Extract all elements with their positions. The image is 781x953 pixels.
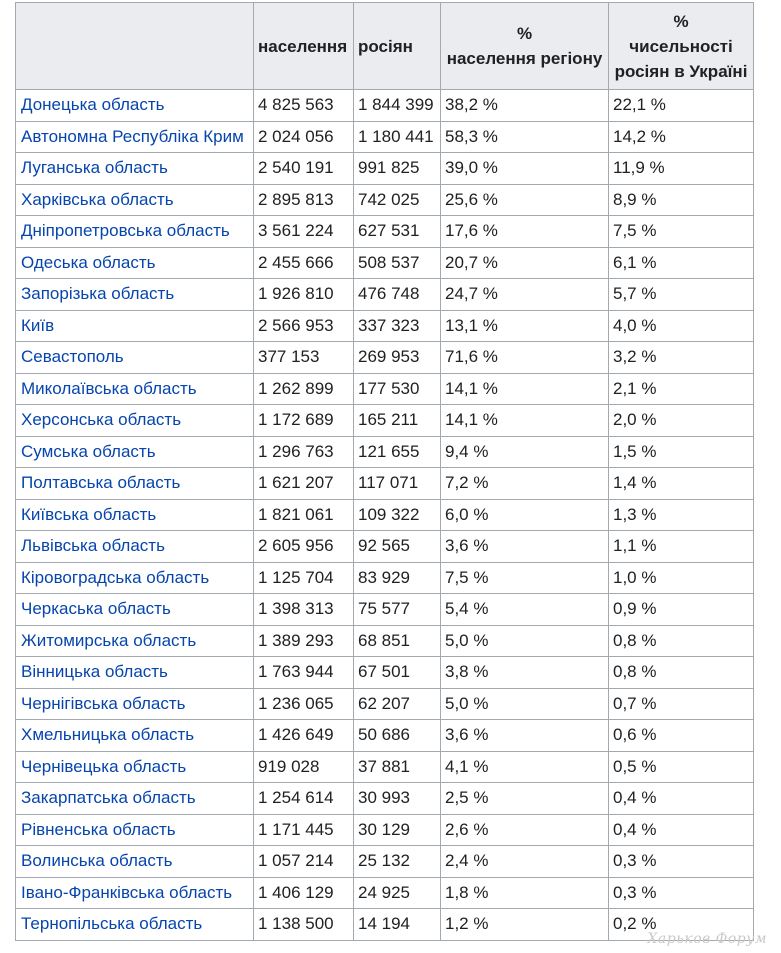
table-row (16, 499, 754, 531)
cell-region[interactable]: Черкаська область (16, 594, 254, 626)
cell-population: 2 566 953 (254, 310, 354, 342)
cell-population: 1 138 500 (254, 909, 354, 941)
cell-region[interactable]: Київська область (16, 499, 254, 531)
table-row (16, 783, 754, 815)
cell-percent-region: 13,1 % (441, 310, 609, 342)
cell-population: 1 821 061 (254, 499, 354, 531)
header-percent-ukraine-line: росіян в Україні (614, 61, 748, 81)
table-row (16, 468, 754, 500)
cell-region[interactable]: Чернігівська область (16, 688, 254, 720)
cell-region[interactable]: Запорізька область (16, 279, 254, 311)
cell-russians: 75 577 (354, 594, 441, 626)
cell-percent-region: 6,0 % (441, 499, 609, 531)
cell-region[interactable]: Автономна Республіка Крим (16, 121, 254, 153)
cell-population: 3 561 224 (254, 216, 354, 248)
cell-population: 919 028 (254, 751, 354, 783)
cell-region[interactable]: Одеська область (16, 247, 254, 279)
header-percent-region-line: населення регіону (446, 49, 603, 68)
cell-percent-ukraine: 1,0 % (609, 562, 754, 594)
cell-percent-region: 7,2 % (441, 468, 609, 500)
cell-population: 377 153 (254, 342, 354, 374)
cell-population: 2 455 666 (254, 247, 354, 279)
table-row (16, 720, 754, 752)
cell-percent-ukraine: 6,1 % (609, 247, 754, 279)
cell-russians: 14 194 (354, 909, 441, 941)
cell-percent-ukraine: 1,4 % (609, 468, 754, 500)
cell-russians: 30 993 (354, 783, 441, 815)
cell-population: 2 895 813 (254, 184, 354, 216)
table-row (16, 342, 754, 374)
header-percent-region (441, 3, 609, 90)
cell-russians: 177 530 (354, 373, 441, 405)
header-percent-ukraine (609, 3, 754, 90)
cell-region[interactable]: Івано-Франківська область (16, 877, 254, 909)
cell-russians: 83 929 (354, 562, 441, 594)
cell-percent-region: 7,5 % (441, 562, 609, 594)
table-row (16, 373, 754, 405)
cell-percent-region: 3,8 % (441, 657, 609, 689)
cell-region[interactable]: Сумська область (16, 436, 254, 468)
cell-russians: 37 881 (354, 751, 441, 783)
table-row (16, 562, 754, 594)
cell-region[interactable]: Закарпатська область (16, 783, 254, 815)
cell-population: 1 171 445 (254, 814, 354, 846)
cell-percent-ukraine: 4,0 % (609, 310, 754, 342)
cell-russians: 627 531 (354, 216, 441, 248)
cell-percent-region: 4,1 % (441, 751, 609, 783)
cell-population: 1 125 704 (254, 562, 354, 594)
cell-percent-ukraine: 7,5 % (609, 216, 754, 248)
cell-population: 1 763 944 (254, 657, 354, 689)
cell-russians: 62 207 (354, 688, 441, 720)
table-row (16, 121, 754, 153)
cell-percent-ukraine: 1,5 % (609, 436, 754, 468)
cell-region[interactable]: Миколаївська область (16, 373, 254, 405)
header-region (16, 3, 254, 90)
cell-region[interactable]: Чернівецька область (16, 751, 254, 783)
cell-population: 1 426 649 (254, 720, 354, 752)
cell-population: 1 236 065 (254, 688, 354, 720)
cell-percent-ukraine: 0,2 % (609, 909, 754, 941)
cell-russians: 25 132 (354, 846, 441, 878)
cell-population: 1 262 899 (254, 373, 354, 405)
header-population: населення (254, 3, 354, 90)
cell-russians: 109 322 (354, 499, 441, 531)
cell-percent-region: 20,7 % (441, 247, 609, 279)
table-row (16, 625, 754, 657)
header-percent-ukraine-line: чисельності (629, 36, 733, 56)
cell-population: 1 621 207 (254, 468, 354, 500)
table-row (16, 846, 754, 878)
cell-percent-ukraine: 1,1 % (609, 531, 754, 563)
cell-region[interactable]: Херсонська область (16, 405, 254, 437)
cell-percent-ukraine: 0,4 % (609, 814, 754, 846)
cell-russians: 476 748 (354, 279, 441, 311)
cell-population: 1 296 763 (254, 436, 354, 468)
table-row (16, 531, 754, 563)
cell-russians: 121 655 (354, 436, 441, 468)
cell-region[interactable]: Тернопільська область (16, 909, 254, 941)
cell-percent-ukraine: 0,4 % (609, 783, 754, 815)
header-percent-region-line: % (516, 24, 533, 43)
cell-region[interactable]: Севастополь (16, 342, 254, 374)
cell-population: 1 254 614 (254, 783, 354, 815)
cell-russians: 1 844 399 (354, 90, 441, 122)
table-row (16, 184, 754, 216)
table-row (16, 90, 754, 122)
cell-percent-region: 14,1 % (441, 405, 609, 437)
cell-region[interactable]: Житомирська область (16, 625, 254, 657)
cell-percent-ukraine: 2,1 % (609, 373, 754, 405)
cell-percent-region: 17,6 % (441, 216, 609, 248)
cell-percent-region: 71,6 % (441, 342, 609, 374)
cell-population: 1 406 129 (254, 877, 354, 909)
table-row (16, 153, 754, 185)
cell-percent-region: 5,0 % (441, 688, 609, 720)
cell-russians: 24 925 (354, 877, 441, 909)
cell-percent-region: 9,4 % (441, 436, 609, 468)
cell-russians: 165 211 (354, 405, 441, 437)
cell-percent-ukraine: 0,8 % (609, 625, 754, 657)
cell-russians: 508 537 (354, 247, 441, 279)
cell-percent-region: 2,4 % (441, 846, 609, 878)
table-row (16, 247, 754, 279)
cell-percent-region: 24,7 % (441, 279, 609, 311)
header-percent-ukraine-line: % (673, 11, 689, 31)
cell-population: 2 024 056 (254, 121, 354, 153)
cell-percent-region: 1,8 % (441, 877, 609, 909)
cell-percent-ukraine: 0,6 % (609, 720, 754, 752)
cell-russians: 30 129 (354, 814, 441, 846)
cell-region[interactable]: Луганська область (16, 153, 254, 185)
header-row (16, 3, 754, 90)
cell-percent-region: 2,5 % (441, 783, 609, 815)
cell-population: 1 926 810 (254, 279, 354, 311)
cell-russians: 742 025 (354, 184, 441, 216)
cell-population: 1 389 293 (254, 625, 354, 657)
cell-region[interactable]: Хмельницька область (16, 720, 254, 752)
cell-percent-region: 1,2 % (441, 909, 609, 941)
cell-region[interactable]: Рівненська область (16, 814, 254, 846)
cell-population: 2 540 191 (254, 153, 354, 185)
table-row (16, 310, 754, 342)
cell-percent-ukraine: 0,3 % (609, 846, 754, 878)
cell-russians: 991 825 (354, 153, 441, 185)
cell-percent-ukraine: 3,2 % (609, 342, 754, 374)
cell-russians: 337 323 (354, 310, 441, 342)
cell-region[interactable]: Дніпропетровська область (16, 216, 254, 248)
watermark: Харьков Форум (647, 931, 767, 947)
table-row (16, 751, 754, 783)
cell-percent-region: 2,6 % (441, 814, 609, 846)
header-russians: росіян (354, 3, 441, 90)
cell-russians: 68 851 (354, 625, 441, 657)
cell-percent-ukraine: 1,3 % (609, 499, 754, 531)
cell-russians: 117 071 (354, 468, 441, 500)
cell-russians: 67 501 (354, 657, 441, 689)
cell-percent-region: 3,6 % (441, 720, 609, 752)
population-table (15, 2, 754, 941)
cell-region[interactable]: Львівська область (16, 531, 254, 563)
table-body (16, 90, 754, 941)
cell-population: 1 172 689 (254, 405, 354, 437)
cell-russians: 92 565 (354, 531, 441, 563)
cell-percent-ukraine: 0,9 % (609, 594, 754, 626)
cell-percent-region: 5,0 % (441, 625, 609, 657)
cell-percent-ukraine: 0,3 % (609, 877, 754, 909)
cell-population: 2 605 956 (254, 531, 354, 563)
cell-population: 4 825 563 (254, 90, 354, 122)
cell-russians: 269 953 (354, 342, 441, 374)
table-row (16, 814, 754, 846)
cell-percent-region: 58,3 % (441, 121, 609, 153)
cell-russians: 1 180 441 (354, 121, 441, 153)
table-header (16, 3, 754, 90)
table-row (16, 688, 754, 720)
cell-region[interactable]: Кіровоградська область (16, 562, 254, 594)
cell-russians: 50 686 (354, 720, 441, 752)
table-row (16, 594, 754, 626)
cell-percent-ukraine: 2,0 % (609, 405, 754, 437)
cell-region[interactable]: Полтавська область (16, 468, 254, 500)
cell-region[interactable]: Донецька область (16, 90, 254, 122)
cell-percent-ukraine: 0,8 % (609, 657, 754, 689)
cell-region[interactable]: Вінницька область (16, 657, 254, 689)
table-row (16, 405, 754, 437)
cell-percent-ukraine: 0,7 % (609, 688, 754, 720)
cell-percent-region: 5,4 % (441, 594, 609, 626)
cell-percent-region: 14,1 % (441, 373, 609, 405)
cell-percent-ukraine: 0,5 % (609, 751, 754, 783)
table-row (16, 436, 754, 468)
cell-percent-ukraine: 22,1 % (609, 90, 754, 122)
cell-percent-ukraine: 11,9 % (609, 153, 754, 185)
cell-percent-region: 39,0 % (441, 153, 609, 185)
cell-region[interactable]: Харківська область (16, 184, 254, 216)
cell-percent-region: 38,2 % (441, 90, 609, 122)
table-row (16, 909, 754, 941)
cell-percent-ukraine: 8,9 % (609, 184, 754, 216)
table-row (16, 877, 754, 909)
table-row (16, 657, 754, 689)
table-row (16, 279, 754, 311)
cell-percent-region: 3,6 % (441, 531, 609, 563)
cell-percent-ukraine: 14,2 % (609, 121, 754, 153)
cell-population: 1 398 313 (254, 594, 354, 626)
cell-percent-ukraine: 5,7 % (609, 279, 754, 311)
cell-region[interactable]: Київ (16, 310, 254, 342)
cell-region[interactable]: Волинська область (16, 846, 254, 878)
cell-population: 1 057 214 (254, 846, 354, 878)
table-row (16, 216, 754, 248)
cell-percent-region: 25,6 % (441, 184, 609, 216)
